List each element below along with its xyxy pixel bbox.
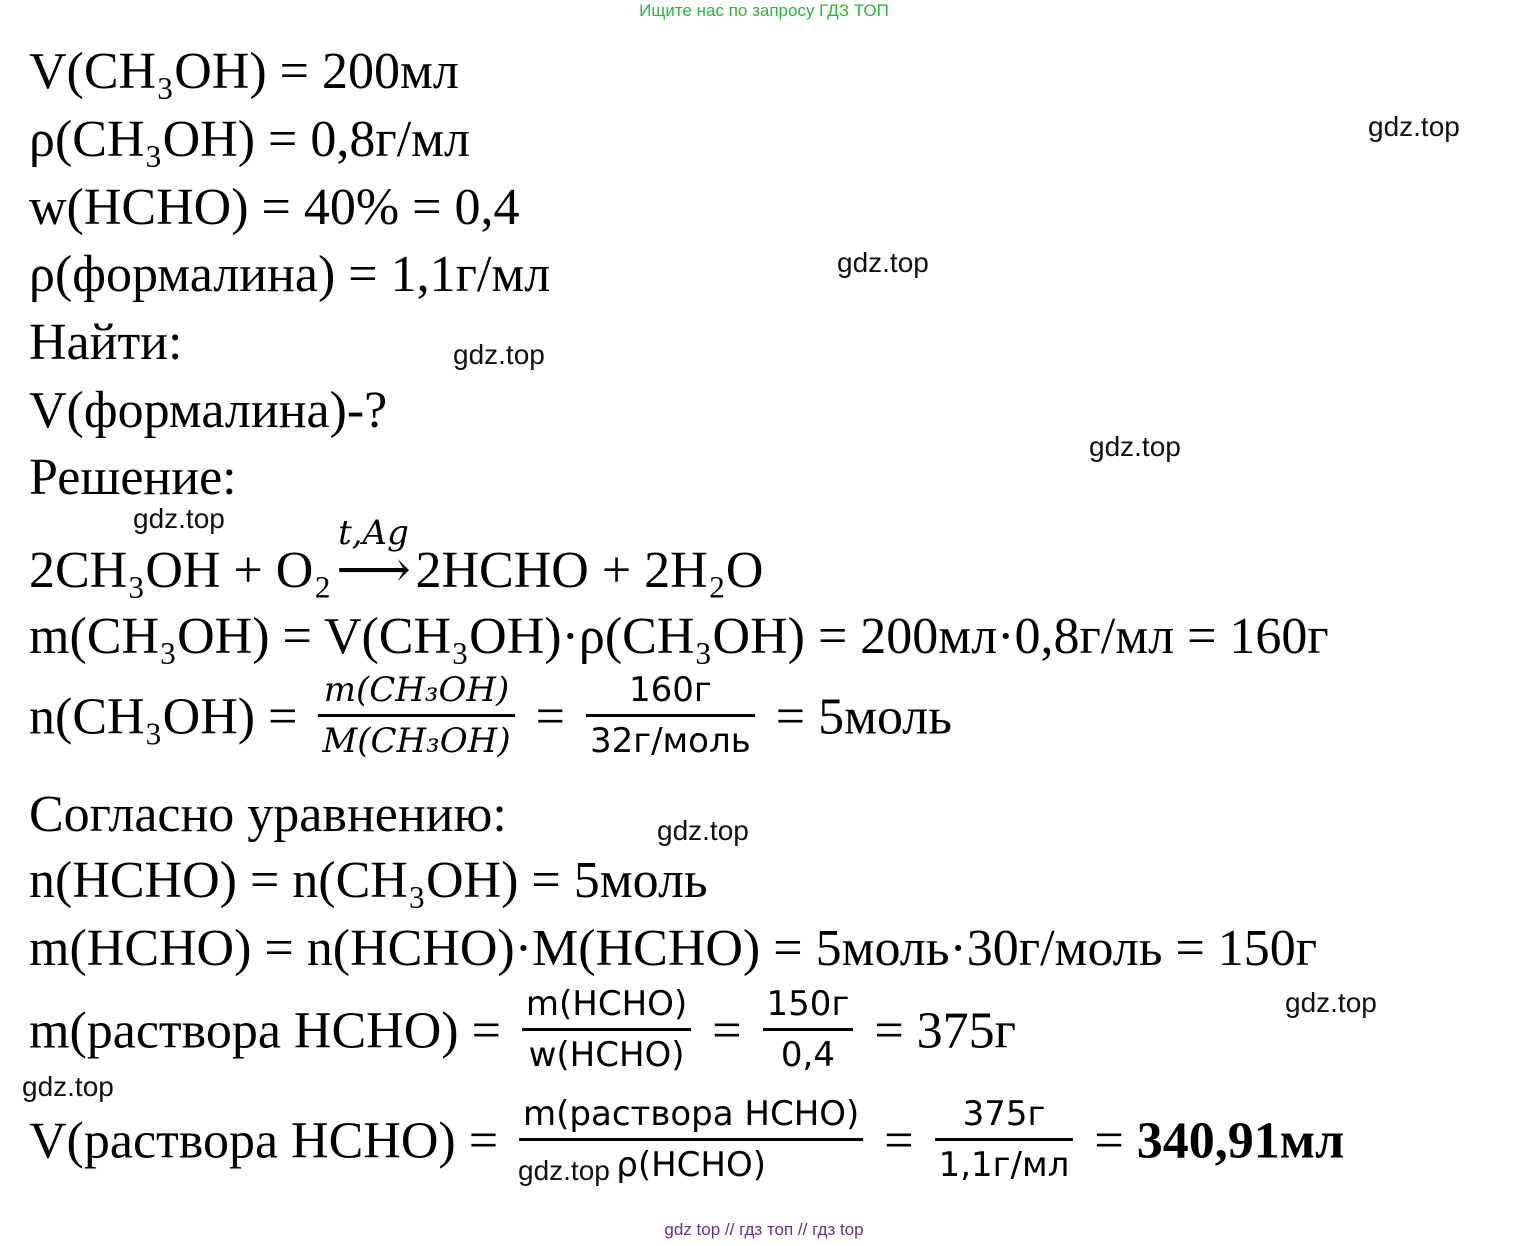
m-solution-rhs: = 375г xyxy=(874,1002,1016,1060)
n-ch3oh-lhs: n(CH₃OH) = xyxy=(29,688,298,746)
arrow-icon: ⟶ xyxy=(336,542,411,599)
given-rho-formalin: ρ(формалина) = 1,1г/мл xyxy=(29,246,551,303)
fraction-numerator: 375г xyxy=(935,1094,1074,1141)
final-answer: 340,91мл xyxy=(1136,1112,1345,1170)
v-solution-line xyxy=(29,1094,1345,1191)
find-label: Найти: xyxy=(29,314,183,371)
n-ch3oh-line xyxy=(29,670,952,767)
watermark: gdz.top xyxy=(22,1071,114,1102)
solution-label: Решение: xyxy=(29,449,237,506)
v-solution-lhs: V(раствора HCHO) = xyxy=(29,1112,499,1170)
watermark: gdz.top xyxy=(837,247,929,278)
fraction-denominator: ρ(HCHO) xyxy=(616,1145,767,1185)
n-hcho-line: n(HCHO) = n(CH₃OH) = 5моль xyxy=(29,852,708,909)
fraction-numerator: m(CH₃OH) xyxy=(318,670,514,717)
fraction-denominator: 1,1г/мл xyxy=(938,1145,1070,1185)
reaction-condition: t,Ag xyxy=(338,513,409,553)
equals-sign: = xyxy=(712,1002,742,1060)
reaction-arrow xyxy=(331,513,415,601)
m-solution-fraction-2 xyxy=(763,984,854,1075)
watermark: gdz.top xyxy=(1368,111,1460,142)
fraction-numerator: m(раствора HCHO) xyxy=(519,1094,863,1141)
m-ch3oh-line: m(CH₃OH) = V(CH₃OH)·ρ(CH₃OH) = 200мл·0,8г/мл = 160г xyxy=(29,608,1329,665)
find-value: V(формалина)-? xyxy=(29,382,388,439)
v-solution-fraction-2 xyxy=(935,1094,1074,1185)
equals-sign: = xyxy=(884,1112,914,1170)
reaction-right: 2HCHO + 2H₂O xyxy=(415,542,764,599)
header-note: Ищите нас по запросу ГДЗ ТОП xyxy=(639,1,889,20)
watermark: gdz.top xyxy=(657,815,749,846)
n-ch3oh-fraction-2 xyxy=(586,670,755,761)
m-solution-line xyxy=(29,984,1016,1081)
watermark: gdz.top xyxy=(518,1155,610,1186)
fraction-denominator: w(HCHO) xyxy=(528,1035,685,1075)
m-hcho-line: m(HCHO) = n(HCHO)·M(HCHO) = 5моль·30г/моль = 150г xyxy=(29,920,1318,977)
fraction-denominator: 32г/моль xyxy=(589,721,751,761)
fraction-numerator: m(HCHO) xyxy=(522,984,691,1031)
watermark: gdz.top xyxy=(1285,987,1377,1018)
watermark: gdz.top xyxy=(1089,431,1181,462)
equals-sign: = xyxy=(1094,1112,1124,1170)
n-ch3oh-fraction-1 xyxy=(318,670,514,761)
fraction-denominator: M(CH₃OH) xyxy=(322,721,511,761)
equals-sign: = xyxy=(535,688,565,746)
n-ch3oh-rhs: = 5моль xyxy=(775,688,952,746)
watermark: gdz.top xyxy=(453,339,545,370)
according-label: Согласно уравнению: xyxy=(29,786,507,843)
fraction-numerator: 150г xyxy=(763,984,854,1031)
fraction-denominator: 0,4 xyxy=(780,1035,835,1075)
footer-note: gdz top // гдз топ // гдз top xyxy=(664,1220,864,1239)
m-solution-fraction-1 xyxy=(522,984,691,1075)
given-v-ch3oh: V(CH₃OH) = 200мл xyxy=(29,43,459,100)
watermark: gdz.top xyxy=(133,503,225,534)
reaction-left: 2CH₃OH + O₂ xyxy=(29,542,332,599)
fraction-numerator: 160г xyxy=(586,670,755,717)
m-solution-lhs: m(раствора HCHO) = xyxy=(29,1002,501,1060)
given-rho-ch3oh: ρ(CH₃OH) = 0,8г/мл xyxy=(29,111,471,168)
given-w-hcho: w(HCHO) = 40% = 0,4 xyxy=(29,179,520,236)
